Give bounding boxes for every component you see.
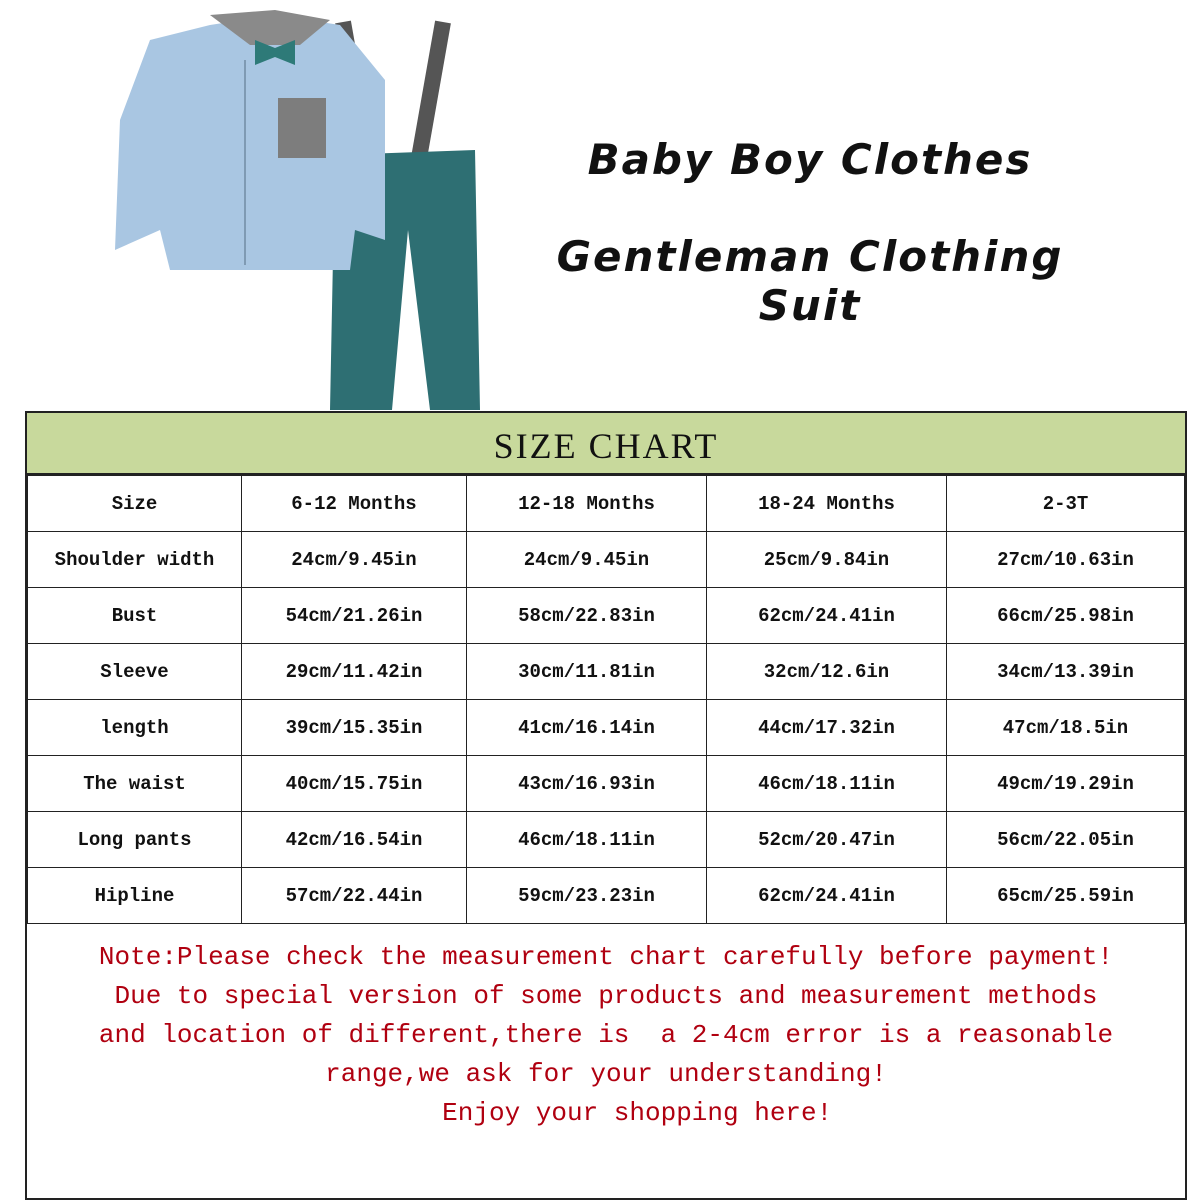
table-row [28, 756, 1185, 812]
note-line: Enjoy your shopping here! [379, 1098, 833, 1128]
note-line: and location of different,there is a 2-4cm error is a reasonable [98, 1020, 1114, 1050]
measurement-note [27, 938, 1185, 1133]
measurement-cell: 57cm/22.44in [242, 868, 467, 924]
measurement-cell: 58cm/22.83in [467, 588, 707, 644]
measurement-cell: 41cm/16.14in [467, 700, 707, 756]
measurement-cell: 24cm/9.45in [242, 532, 467, 588]
note-line: Due to special version of some products and measurement methods [114, 981, 1098, 1011]
measurement-cell: 46cm/18.11in [467, 812, 707, 868]
measurement-cell: 27cm/10.63in [947, 532, 1185, 588]
measurement-cell: 46cm/18.11in [707, 756, 947, 812]
measurement-cell: 62cm/24.41in [707, 588, 947, 644]
table-row [28, 588, 1185, 644]
row-label: Hipline [28, 868, 242, 924]
row-label: length [28, 700, 242, 756]
measurement-cell: 56cm/22.05in [947, 812, 1185, 868]
row-label: Bust [28, 588, 242, 644]
measurement-cell: 62cm/24.41in [707, 868, 947, 924]
table-row [28, 700, 1185, 756]
size-table [27, 475, 1185, 924]
note-line: Note:Please check the measurement chart carefully before payment! [98, 942, 1114, 972]
measurement-cell: 29cm/11.42in [242, 644, 467, 700]
measurement-cell: 65cm/25.59in [947, 868, 1185, 924]
table-row [28, 644, 1185, 700]
measurement-cell: 44cm/17.32in [707, 700, 947, 756]
table-header-row [28, 476, 1185, 532]
note-line: range,we ask for your understanding! [325, 1059, 887, 1089]
shirt [115, 10, 385, 270]
product-title-line1: Baby Boy Clothes [587, 135, 1033, 184]
measurement-cell: 42cm/16.54in [242, 812, 467, 868]
header-cell: 12-18 Months [467, 476, 707, 532]
measurement-cell: 43cm/16.93in [467, 756, 707, 812]
measurement-cell: 39cm/15.35in [242, 700, 467, 756]
header-cell: 6-12 Months [242, 476, 467, 532]
measurement-cell: 59cm/23.23in [467, 868, 707, 924]
size-chart [25, 411, 1187, 1200]
measurement-cell: 25cm/9.84in [707, 532, 947, 588]
measurement-cell: 32cm/12.6in [707, 644, 947, 700]
table-row [28, 868, 1185, 924]
measurement-cell: 24cm/9.45in [467, 532, 707, 588]
product-image-shirt-and-suspender-pants [100, 0, 500, 412]
measurement-cell: 66cm/25.98in [947, 588, 1185, 644]
measurement-cell: 47cm/18.5in [947, 700, 1185, 756]
row-label: Shoulder width [28, 532, 242, 588]
table-row [28, 812, 1185, 868]
size-chart-title: SIZE CHART [27, 413, 1185, 475]
row-label: Long pants [28, 812, 242, 868]
header-cell: 2-3T [947, 476, 1185, 532]
table-row [28, 532, 1185, 588]
product-title-line2: Gentleman Clothing Suit [556, 232, 1064, 330]
row-label: Sleeve [28, 644, 242, 700]
measurement-cell: 49cm/19.29in [947, 756, 1185, 812]
measurement-cell: 34cm/13.39in [947, 644, 1185, 700]
header-cell: Size [28, 476, 242, 532]
row-label: The waist [28, 756, 242, 812]
header-cell: 18-24 Months [707, 476, 947, 532]
measurement-cell: 54cm/21.26in [242, 588, 467, 644]
measurement-cell: 52cm/20.47in [707, 812, 947, 868]
measurement-cell: 30cm/11.81in [467, 644, 707, 700]
measurement-cell: 40cm/15.75in [242, 756, 467, 812]
